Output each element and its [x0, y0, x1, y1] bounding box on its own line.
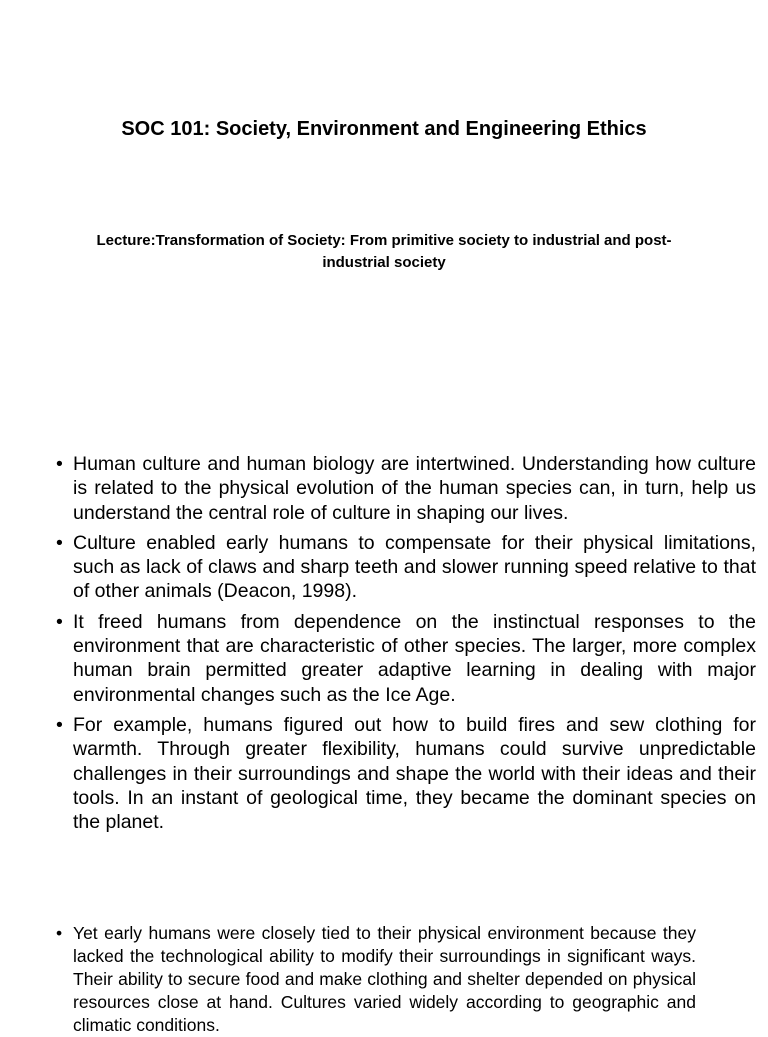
bullet-icon: •	[56, 610, 63, 633]
bullet-icon: •	[56, 531, 63, 554]
page-title: SOC 101: Society, Environment and Engineering Ethics	[121, 118, 647, 140]
list-item	[56, 922, 696, 1037]
bullet-text: Culture enabled early humans to compensate for their physical limitations, such as lack of claws and sharp teeth and slower running speed relative to that of other animals (Deacon, 1998).	[73, 531, 756, 603]
bullet-text: Human culture and human biology are intertwined. Understanding how culture is related to the physical evolution of the human species can, in turn, help us understand the central role of culture in shaping our lives.	[73, 453, 756, 524]
list-item	[56, 713, 756, 834]
bullet-text: For example, humans figured out how to build fires and sew clothing for warmth. Through greater flexibility, humans could survive unpredictable challenges in their surroundings and shape the world with their ideas and their tools. In an instant of geological time, they became the dominant species on the planet.	[73, 713, 756, 834]
bullet-text: Yet early humans were closely tied to their physical environment because they lacked the technological ability to modify their surroundings in significant ways. Their ability to secure food and make clothing and shelter depended on physical resources close at hand. Cultures varied widely according to geographic and climatic conditions.	[73, 923, 696, 1035]
bullet-icon: •	[56, 923, 63, 943]
list-item	[56, 610, 756, 707]
lecture-subtitle: Lecture:Transformation of Society: From primitive society to industrial and post-industrial society	[96, 232, 672, 271]
bullet-text: It freed humans from dependence on the instinctual responses to the environment that are characteristic of other species. The larger, more complex human brain permitted greater adaptive learning in dealing with major environmental changes such as the Ice Age.	[73, 610, 756, 706]
bullet-icon: •	[56, 453, 63, 475]
list-item	[56, 452, 756, 525]
bullet-list-1	[56, 452, 756, 840]
bullet-icon: •	[56, 713, 63, 736]
list-item	[56, 531, 756, 604]
bullet-list-2	[56, 922, 696, 1037]
